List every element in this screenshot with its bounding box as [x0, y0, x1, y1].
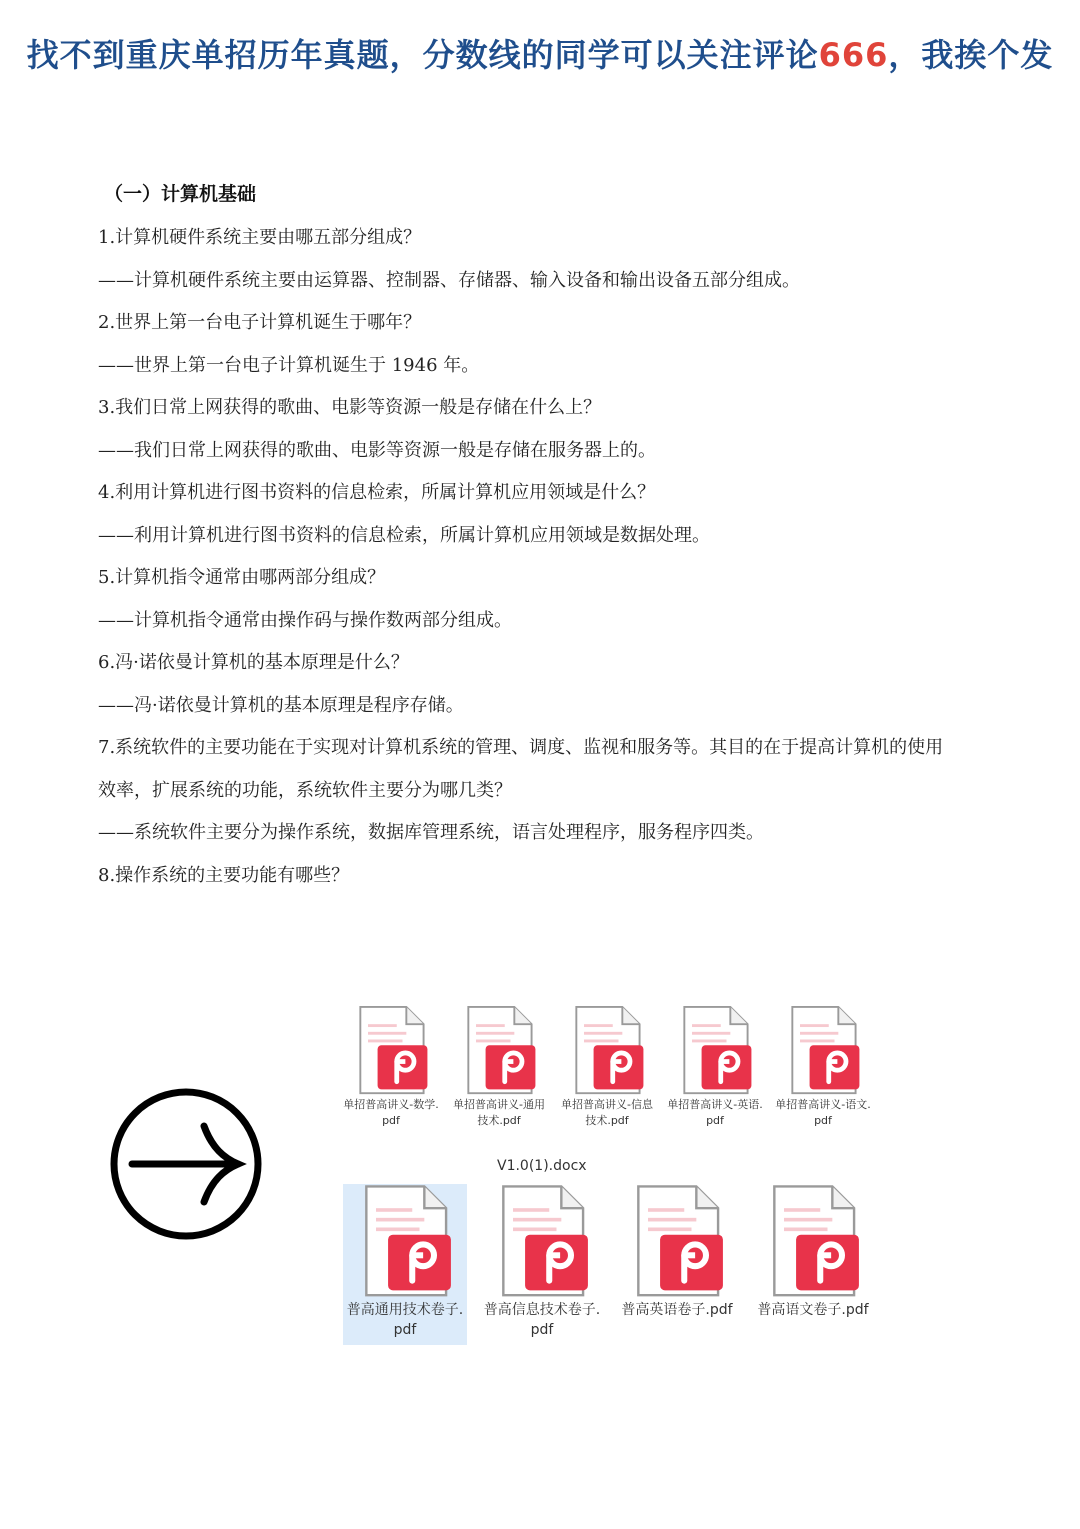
- pdf-file-icon: [665, 1005, 765, 1097]
- file-name: 单招普高讲义-英语.pdf: [667, 1098, 763, 1127]
- doc-line: 5.计算机指令通常由哪两部分组成？: [98, 567, 386, 588]
- file-name: 普高英语卷子.pdf: [621, 1302, 733, 1318]
- doc-line: 4.利用计算机进行图书资料的信息检索，所属计算机应用领域是什么？: [98, 482, 656, 503]
- doc-line: 1.计算机硬件系统主要由哪五部分组成？: [98, 227, 422, 248]
- doc-line: 3.我们日常上网获得的歌曲、电影等资源一般是存储在什么上？: [98, 397, 602, 418]
- pdf-file-item[interactable]: [480, 1184, 604, 1340]
- doc-line: ——系统软件主要分为操作系统，数据库管理系统，语言处理程序，服务程序四类。: [98, 822, 764, 843]
- pdf-file-item[interactable]: [773, 1005, 873, 1129]
- file-name: 单招普高讲义-数学.pdf: [343, 1098, 439, 1127]
- doc-line: 6.冯·诺依曼计算机的基本原理是什么？: [98, 652, 409, 673]
- doc-line: 效率，扩展系统的功能，系统软件主要分为哪几类？: [98, 779, 512, 801]
- headline-text-end: ，我挨个发: [888, 36, 1054, 74]
- file-name: 单招普高讲义-信息技术.pdf: [561, 1098, 653, 1127]
- pdf-file-item[interactable]: [665, 1005, 765, 1129]
- filename-label: V1.0(1).docx: [497, 1158, 587, 1174]
- document-excerpt: [98, 172, 998, 897]
- doc-line: ——我们日常上网获得的歌曲、电影等资源一般是存储在服务器上的。: [98, 439, 656, 461]
- pdf-file-icon: [773, 1005, 873, 1097]
- document-lines: [98, 217, 998, 897]
- doc-line: 2.世界上第一台电子计算机诞生于哪年？: [98, 312, 422, 333]
- pdf-file-icon: [449, 1005, 549, 1097]
- pdf-file-icon: [615, 1184, 739, 1300]
- pdf-file-icon: [751, 1184, 875, 1300]
- headline-text: 找不到重庆单招历年真题，分数线的同学可以关注评论: [26, 36, 819, 74]
- section-title: （一）计算机基础: [104, 183, 257, 205]
- file-name: 普高通用技术卷子.pdf: [346, 1302, 464, 1338]
- headline-highlight: 666: [818, 36, 889, 74]
- doc-line: ——利用计算机进行图书资料的信息检索，所属计算机应用领域是数据处理。: [98, 524, 710, 546]
- doc-line: ——计算机指令通常由操作码与操作数两部分组成。: [98, 609, 512, 631]
- pdf-file-item[interactable]: [557, 1005, 657, 1129]
- doc-line: ——计算机硬件系统主要由运算器、控制器、存储器、输入设备和输出设备五部分组成。: [98, 269, 800, 291]
- pdf-file-icon: [343, 1184, 467, 1300]
- pdf-file-item[interactable]: [449, 1005, 549, 1129]
- doc-line: ——冯·诺依曼计算机的基本原理是程序存储。: [98, 694, 464, 716]
- pdf-file-item[interactable]: [341, 1005, 441, 1129]
- file-name: 单招普高讲义-语文.pdf: [775, 1098, 871, 1127]
- file-name: 普高信息技术卷子.pdf: [483, 1302, 601, 1338]
- file-name: 单招普高讲义-通用技术.pdf: [453, 1098, 545, 1127]
- doc-line: ——世界上第一台电子计算机诞生于 1946 年。: [98, 354, 480, 376]
- headline: [0, 30, 1080, 76]
- pdf-file-icon: [480, 1184, 604, 1300]
- pdf-file-item[interactable]: [343, 1184, 467, 1345]
- file-name: 普高语文卷子.pdf: [757, 1302, 869, 1318]
- pdf-file-icon: [341, 1005, 441, 1097]
- arrow-right-circle-icon: [108, 1086, 264, 1242]
- doc-line: 8.操作系统的主要功能有哪些？: [98, 864, 350, 886]
- pdf-file-item[interactable]: [615, 1184, 739, 1320]
- pdf-file-item[interactable]: [751, 1184, 875, 1320]
- doc-line: 7.系统软件的主要功能在于实现对计算机系统的管理、调度、监视和服务等。其目的在于提高计算机的使用: [98, 737, 944, 758]
- pdf-file-icon: [557, 1005, 657, 1097]
